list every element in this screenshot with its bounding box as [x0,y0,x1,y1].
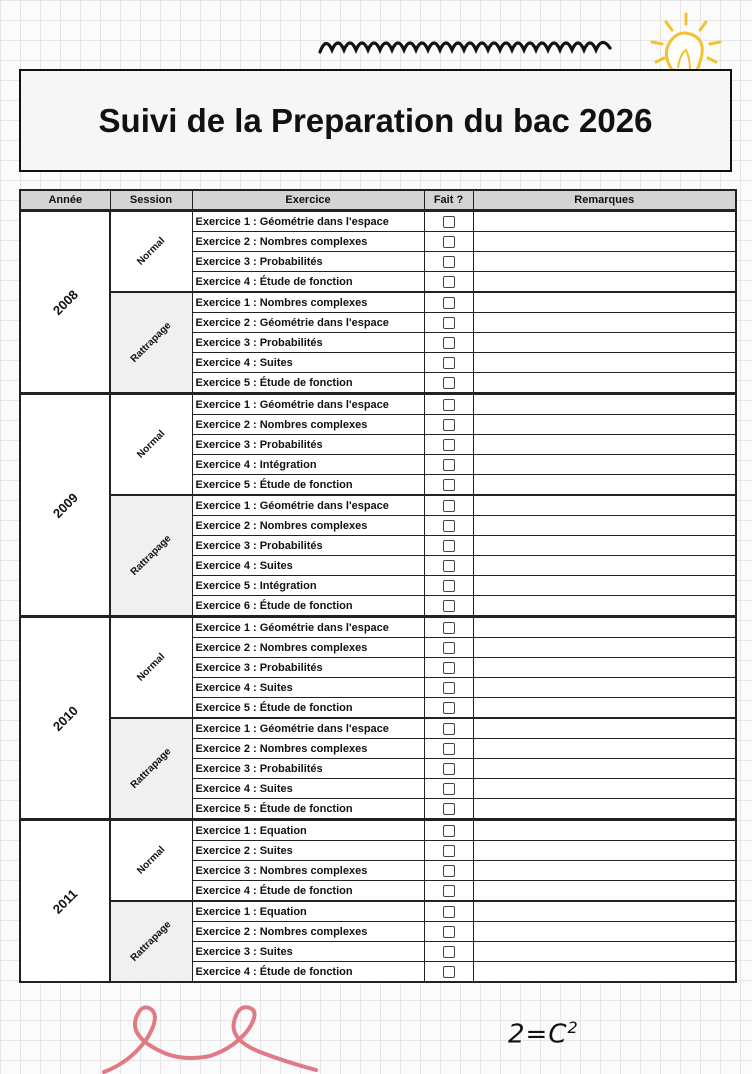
done-cell [424,556,473,576]
done-checkbox[interactable] [443,865,455,877]
done-cell [424,638,473,658]
done-cell [424,901,473,922]
done-cell [424,394,473,415]
done-checkbox[interactable] [443,520,455,532]
done-checkbox[interactable] [443,682,455,694]
remarks-cell[interactable] [473,576,736,596]
exercise-cell: Exercice 4 : Suites [192,678,424,698]
remarks-cell[interactable] [473,820,736,841]
exercise-cell: Exercice 4 : Étude de fonction [192,962,424,983]
table-body [20,211,736,983]
remarks-cell[interactable] [473,333,736,353]
done-cell [424,658,473,678]
year-cell [20,211,110,394]
done-cell [424,759,473,779]
exercise-cell: Exercice 1 : Géométrie dans l'espace [192,394,424,415]
done-checkbox[interactable] [443,236,455,248]
remarks-cell[interactable] [473,435,736,455]
session-cell [110,495,192,617]
session-label: Normal [135,428,168,461]
col-header-annee: Année [20,190,110,211]
table-row [20,495,736,516]
year-label: 2010 [49,702,81,734]
done-checkbox[interactable] [443,906,455,918]
done-cell [424,313,473,333]
done-cell [424,211,473,232]
exercise-cell: Exercice 5 : Étude de fonction [192,373,424,394]
done-cell [424,799,473,820]
done-checkbox[interactable] [443,622,455,634]
done-checkbox[interactable] [443,419,455,431]
exercise-cell: Exercice 4 : Étude de fonction [192,272,424,293]
done-cell [424,455,473,475]
done-checkbox[interactable] [443,256,455,268]
session-cell [110,617,192,719]
remarks-cell[interactable] [473,556,736,576]
year-label: 2008 [49,286,81,318]
exercise-cell: Exercice 1 : Géométrie dans l'espace [192,718,424,739]
exercise-cell: Exercice 4 : Suites [192,353,424,373]
done-cell [424,779,473,799]
done-cell [424,922,473,942]
remarks-cell[interactable] [473,353,736,373]
done-cell [424,373,473,394]
done-cell [424,516,473,536]
done-cell [424,536,473,556]
done-checkbox[interactable] [443,642,455,654]
exercise-cell: Exercice 1 : Géométrie dans l'espace [192,495,424,516]
remarks-cell[interactable] [473,211,736,232]
exercise-cell: Exercice 4 : Étude de fonction [192,881,424,902]
done-checkbox[interactable] [443,560,455,572]
remarks-cell[interactable] [473,718,736,739]
title-box [19,69,732,172]
done-cell [424,678,473,698]
exercise-cell: Exercice 5 : Étude de fonction [192,475,424,496]
done-cell [424,272,473,293]
table-row [20,617,736,638]
year-cell [20,820,110,983]
done-cell [424,495,473,516]
done-checkbox[interactable] [443,783,455,795]
exercise-cell: Exercice 6 : Étude de fonction [192,596,424,617]
col-header-remarques: Remarques [473,190,736,211]
exercise-cell: Exercice 3 : Probabilités [192,658,424,678]
done-checkbox[interactable] [443,580,455,592]
remarks-cell[interactable] [473,861,736,881]
remarks-cell[interactable] [473,516,736,536]
session-label: Normal [135,651,168,684]
year-cell [20,394,110,617]
done-checkbox[interactable] [443,399,455,411]
remarks-cell[interactable] [473,799,736,820]
exercise-cell: Exercice 2 : Géométrie dans l'espace [192,313,424,333]
col-header-fait: Fait ? [424,190,473,211]
year-label: 2009 [49,489,81,521]
done-cell [424,292,473,313]
exercise-cell: Exercice 5 : Étude de fonction [192,698,424,719]
exercise-cell: Exercice 4 : Suites [192,779,424,799]
page-title: Suivi de la Preparation du bac 2026 [98,101,653,139]
remarks-cell[interactable] [473,942,736,962]
remarks-cell[interactable] [473,881,736,902]
done-checkbox[interactable] [443,885,455,897]
exercise-cell: Exercice 3 : Suites [192,942,424,962]
remarks-cell[interactable] [473,922,736,942]
loop-doodle [100,1000,320,1074]
zigzag-doodle [316,30,616,60]
done-cell [424,435,473,455]
table-row [20,820,736,841]
done-checkbox[interactable] [443,966,455,978]
table-header-row [20,190,736,211]
done-cell [424,415,473,435]
remarks-cell[interactable] [473,536,736,556]
session-cell [110,292,192,394]
done-checkbox[interactable] [443,276,455,288]
done-checkbox[interactable] [443,540,455,552]
exercise-cell: Exercice 2 : Nombres complexes [192,739,424,759]
remarks-cell[interactable] [473,658,736,678]
session-label: Rattrapage [128,746,174,791]
remarks-cell[interactable] [473,596,736,617]
session-label: Rattrapage [128,919,174,964]
session-cell [110,394,192,496]
done-checkbox[interactable] [443,723,455,735]
remarks-cell[interactable] [473,272,736,293]
year-label: 2011 [49,885,81,917]
session-label: Normal [135,844,168,877]
col-header-exercice: Exercice [192,190,424,211]
remarks-cell[interactable] [473,415,736,435]
exercise-cell: Exercice 5 : Étude de fonction [192,799,424,820]
done-checkbox[interactable] [443,743,455,755]
done-checkbox[interactable] [443,662,455,674]
remarks-cell[interactable] [473,252,736,272]
remarks-cell[interactable] [473,455,736,475]
done-checkbox[interactable] [443,357,455,369]
done-checkbox[interactable] [443,216,455,228]
exercise-cell: Exercice 4 : Suites [192,556,424,576]
remarks-cell[interactable] [473,394,736,415]
exercise-cell: Exercice 1 : Equation [192,820,424,841]
tracking-table [19,189,737,983]
remarks-cell[interactable] [473,292,736,313]
done-checkbox[interactable] [443,479,455,491]
done-cell [424,861,473,881]
exercise-cell: Exercice 3 : Probabilités [192,435,424,455]
session-cell [110,901,192,982]
done-checkbox[interactable] [443,439,455,451]
done-checkbox[interactable] [443,702,455,714]
exercise-cell: Exercice 3 : Probabilités [192,536,424,556]
exercise-cell: Exercice 1 : Nombres complexes [192,292,424,313]
done-checkbox[interactable] [443,763,455,775]
done-cell [424,698,473,719]
remarks-cell[interactable] [473,841,736,861]
remarks-cell[interactable] [473,698,736,719]
done-checkbox[interactable] [443,337,455,349]
formula-base: 2=C [508,1019,568,1050]
remarks-cell[interactable] [473,617,736,638]
done-cell [424,353,473,373]
remarks-cell[interactable] [473,373,736,394]
exercise-cell: Exercice 2 : Suites [192,841,424,861]
table-row [20,718,736,739]
done-checkbox[interactable] [443,845,455,857]
done-cell [424,252,473,272]
exercise-cell: Exercice 3 : Probabilités [192,759,424,779]
remarks-cell[interactable] [473,962,736,983]
done-checkbox[interactable] [443,297,455,309]
remarks-cell[interactable] [473,759,736,779]
table-row [20,211,736,232]
exercise-cell: Exercice 3 : Probabilités [192,333,424,353]
session-cell [110,211,192,293]
col-header-session: Session [110,190,192,211]
remarks-cell[interactable] [473,495,736,516]
remarks-cell[interactable] [473,475,736,496]
table-row [20,901,736,922]
exercise-cell: Exercice 2 : Nombres complexes [192,516,424,536]
exercise-cell: Exercice 3 : Probabilités [192,252,424,272]
done-checkbox[interactable] [443,600,455,612]
exercise-cell: Exercice 3 : Nombres complexes [192,861,424,881]
remarks-cell[interactable] [473,678,736,698]
year-cell [20,617,110,820]
done-checkbox[interactable] [443,926,455,938]
done-cell [424,841,473,861]
done-cell [424,576,473,596]
done-cell [424,942,473,962]
session-label: Rattrapage [128,320,174,365]
done-cell [424,617,473,638]
table-row [20,292,736,313]
exercise-cell: Exercice 1 : Géométrie dans l'espace [192,617,424,638]
exercise-cell: Exercice 2 : Nombres complexes [192,415,424,435]
done-checkbox[interactable] [443,459,455,471]
remarks-cell[interactable] [473,232,736,252]
formula-exponent: 2 [567,1018,579,1037]
exercise-cell: Exercice 1 : Equation [192,901,424,922]
done-cell [424,596,473,617]
remarks-cell[interactable] [473,638,736,658]
session-cell [110,718,192,820]
done-cell [424,881,473,902]
done-cell [424,962,473,983]
remarks-cell[interactable] [473,739,736,759]
exercise-cell: Exercice 4 : Intégration [192,455,424,475]
done-cell [424,475,473,496]
formula-doodle [508,1018,579,1050]
done-checkbox[interactable] [443,377,455,389]
exercise-cell: Exercice 5 : Intégration [192,576,424,596]
session-label: Normal [135,235,168,268]
done-checkbox[interactable] [443,317,455,329]
done-checkbox[interactable] [443,803,455,815]
exercise-cell: Exercice 2 : Nombres complexes [192,922,424,942]
done-cell [424,718,473,739]
exercise-cell: Exercice 2 : Nombres complexes [192,232,424,252]
session-cell [110,820,192,902]
done-checkbox[interactable] [443,825,455,837]
done-cell [424,739,473,759]
exercise-cell: Exercice 1 : Géométrie dans l'espace [192,211,424,232]
done-cell [424,333,473,353]
exercise-cell: Exercice 2 : Nombres complexes [192,638,424,658]
remarks-cell[interactable] [473,901,736,922]
remarks-cell[interactable] [473,779,736,799]
table-row [20,394,736,415]
done-checkbox[interactable] [443,946,455,958]
done-checkbox[interactable] [443,500,455,512]
remarks-cell[interactable] [473,313,736,333]
session-label: Rattrapage [128,533,174,578]
done-cell [424,820,473,841]
done-cell [424,232,473,252]
